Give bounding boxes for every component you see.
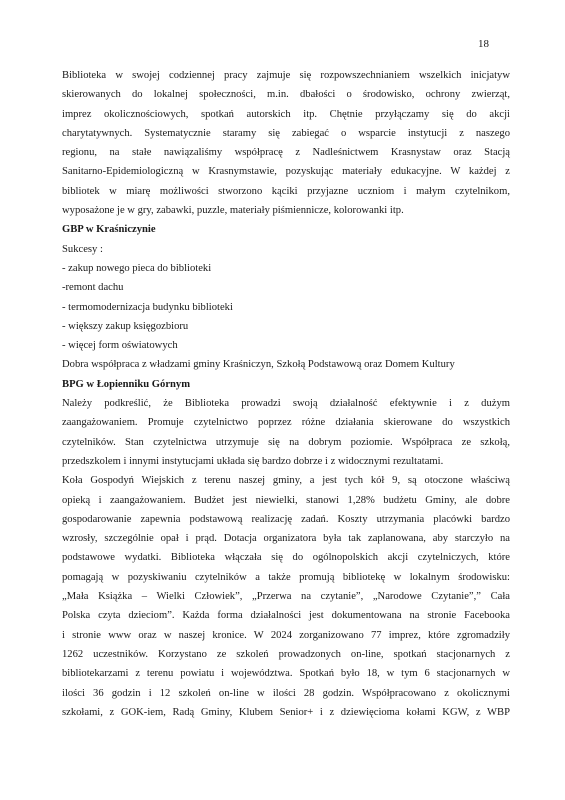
text-line: 1262 uczestników. Korzystano ze szkoleń prowadzonych on-line, spotkań stacjonarnych z [62,648,510,660]
list-item: - więcej form oświatowych [62,340,178,352]
section-heading-lopiennik: BPG w Łopienniku Górnym [62,378,191,390]
text-line: Polska czyta dzieciom”. Każda forma działalności jest dokumentowana na stronie Facebooka [62,610,510,622]
text-line: opieką i zaangażowaniem. Budżet jest niewielki, stanowi 1,28% budżetu Gminy, ale dobre [62,494,510,506]
document-body [62,66,510,722]
text-line: wzrosły, szczególnie opał i prąd. Dotacja organizatora była tak zaplanowana, aby starczyło na [62,533,510,545]
text-line: Należy podkreślić, że Biblioteka prowadzi swoją działalność efektywnie i z dużym [62,398,510,410]
text-line: imprez okolicznościowych, spotkań autorskich itp. Chętnie przyłączamy się do akcji [62,108,510,120]
text-line: skierowanych do lokalnej społeczności, m.in. dbałości o środowisko, ochrony zwierząt, [62,89,510,101]
text-line: podstawowe wydatki. Biblioteka włączała się do ogólnopolskich akcji czytelniczych, które [62,552,510,564]
text-line: ilości 36 godzin i 12 szkoleń on-line w ilości 28 godzin. Współpracowano z okolicznymi [62,687,510,699]
text-line: wyposażone je w gry, zabawki, puzzle, materiały piśmiennicze, kolorowanki itp. [62,205,404,217]
text-line: regionu, na stałe nawiązaliśmy współpracę z Nadleśnictwem Krasnystaw oraz Stacją [62,147,510,159]
section-heading-krasniczyn: GBP w Kraśniczynie [62,224,156,236]
text-line: czytelników. Stan czytelnictwa utrzymuje się na dobrym poziomie. Współpraca ze szkołą, [62,436,510,448]
text-line: przedszkolem i innymi instytucjami układa się bardzo dobrze i z widocznymi rezultatami. [62,455,444,467]
text-line: „Mała Książka – Wielki Człowiek”, „Przerwa na czytanie”, „Narodowe Czytanie”,” Cała [62,591,510,603]
text-line: pomagają w pozyskiwaniu czytelników a także promują bibliotekę w lokalnym środowisku: [62,571,510,583]
text-line: charytatywnych. Systematycznie staramy się zabiegać o wsparcie instytucji z naszego [62,127,510,139]
text-line: zaangażowaniem. Promuje czytelnictwo poprzez różne działania skierowane do wszystkich [62,417,510,429]
list-item: -remont dachu [62,282,124,294]
page-number: 18 [478,38,489,50]
list-item: Dobra współpraca z władzami gminy Kraśniczyn, Szkołą Podstawową oraz Domem Kultury [62,359,455,371]
text-line: Sanitarno-Epidemiologiczną w Krasnymstawie, pozyskując materiały edukacyjne. W każdej z [62,166,510,178]
list-item: Sukcesy : [62,243,103,255]
text-line: i stronie www oraz w naszej kronice. W 2024 zorganizowano 77 imprez, które zgromadziły [62,629,510,641]
list-item: - zakup nowego pieca do biblioteki [62,262,212,274]
successes-list [62,240,510,375]
text-line: gospodarowanie zapewnia podstawową realizację zadań. Koszty utrzymania placówki bardzo [62,513,510,525]
text-line: bibliotek w miarę możliwości stworzono kąciki przyjazne uczniom i małym czytelnikom, [62,185,510,197]
text-line: Koła Gospodyń Wiejskich z terenu naszej gminy, a jest tych kół 9, są otoczone właściwą [62,475,510,487]
text-line: bibliotekarzami z terenu powiatu i województwa. Spotkań było 18, w tym 6 stacjonarnych w [62,668,510,680]
lopiennik-paragraph-1 [62,394,510,471]
intro-paragraph [62,66,510,220]
list-item: - termomodernizacja budynku biblioteki [62,301,233,313]
text-line: Biblioteka w swojej codziennej pracy zajmuje się rozpowszechnianiem wszelkich inicjatyw [62,70,510,81]
lopiennik-paragraph-2 [62,471,510,722]
list-item: - większy zakup księgozbioru [62,320,189,332]
text-line: szkołami, z GOK-iem, Radą Gminy, Klubem Senior+ i z dziewięcioma kołami KGW, z WBP [62,706,510,718]
